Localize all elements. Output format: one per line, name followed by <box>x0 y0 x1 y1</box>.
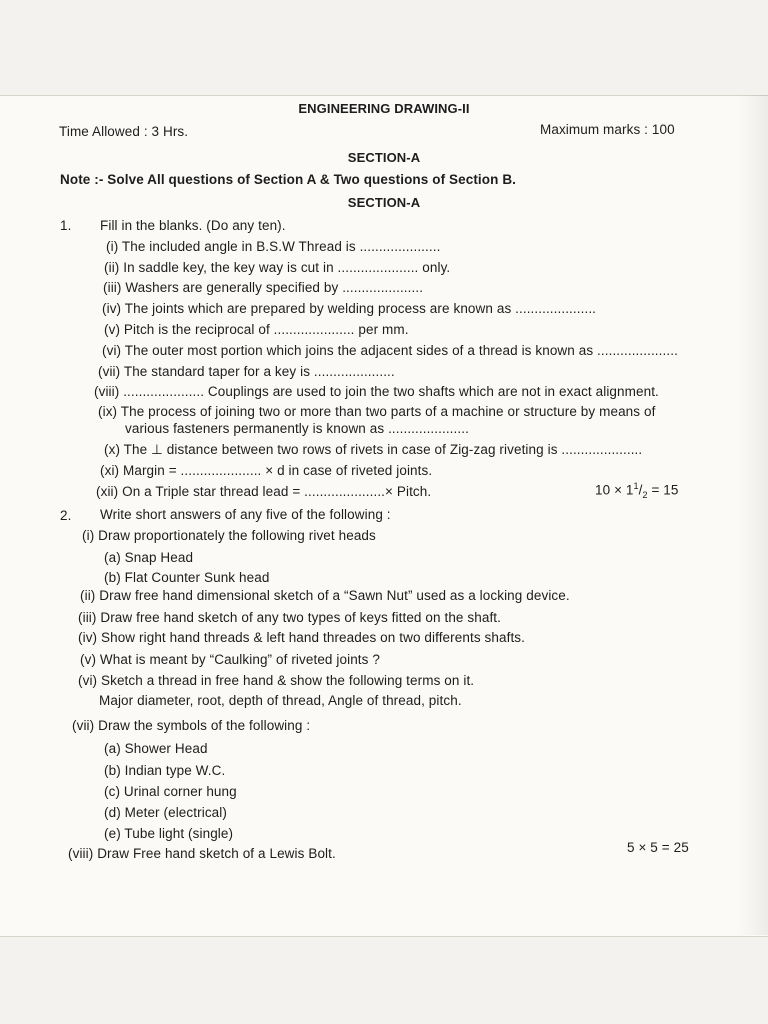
q1-item-x: (x) The ⊥ distance between two rows of rivets in case of Zig-zag riveting is ..................... <box>104 442 643 457</box>
q2-item-vii-e: (e) Tube light (single) <box>104 826 234 841</box>
time-allowed: Time Allowed : 3 Hrs. <box>59 124 189 139</box>
q1-item-iv: (iv) The joints which are prepared by welding process are known as ..................... <box>102 301 597 316</box>
question-2-marks: 5 × 5 = 25 <box>627 840 689 855</box>
q1-item-xi: (xi) Margin = ..................... × d in case of riveted joints. <box>100 463 433 478</box>
q1-item-viii: (viii) ..................... Couplings are used to join the two shafts which are not in exact alignment. <box>94 384 659 399</box>
q2-item-i: (i) Draw proportionately the following rivet heads <box>82 528 376 543</box>
q1-item-ix-continued: various fasteners permanently is known as ..................... <box>125 421 469 436</box>
q1-item-i: (i) The included angle in B.S.W Thread is ..................... <box>106 239 441 254</box>
q2-item-v: (v) What is meant by “Caulking” of riveted joints ? <box>80 652 380 667</box>
maximum-marks: Maximum marks : 100 <box>540 122 675 137</box>
q1-item-vii: (vii) The standard taper for a key is ..................... <box>98 364 395 379</box>
question-2-number: 2. <box>60 508 72 523</box>
question-1-marks: $10 \times 1^1/_2 = 15$ <box>595 481 679 501</box>
q2-item-i-a: (a) Snap Head <box>104 550 194 565</box>
instruction-note: Note :- Solve All questions of Section A & Two questions of Section B. <box>60 172 517 187</box>
q1-item-v: (v) Pitch is the reciprocal of ..................... per mm. <box>104 322 409 337</box>
q2-item-viii: (viii) Draw Free hand sketch of a Lewis Bolt. <box>68 846 336 861</box>
q2-item-vii-c: (c) Urinal corner hung <box>104 784 237 799</box>
section-heading-2: SECTION-A <box>347 195 421 210</box>
q2-item-vii-a: (a) Shower Head <box>104 741 208 756</box>
q1-item-iii: (iii) Washers are generally specified by ..................... <box>103 280 424 295</box>
q2-item-vi: (vi) Sketch a thread in free hand & show the following terms on it. <box>78 673 475 688</box>
q1-item-ii: (ii) In saddle key, the key way is cut in ..................... only. <box>104 260 451 275</box>
q2-item-i-b: (b) Flat Counter Sunk head <box>104 570 270 585</box>
q1-item-ix: (ix) The process of joining two or more than two parts of a machine or structure by means of <box>98 404 656 419</box>
question-1-number: 1. <box>60 218 72 233</box>
paper-title: ENGINEERING DRAWING-II <box>298 101 470 116</box>
page-edge-shadow <box>738 95 768 935</box>
q2-item-vii-b: (b) Indian type W.C. <box>104 763 226 778</box>
q2-item-vii: (vii) Draw the symbols of the following : <box>72 718 311 733</box>
q2-item-vi-terms: Major diameter, root, depth of thread, Angle of thread, pitch. <box>99 693 462 708</box>
q2-item-iii: (iii) Draw free hand sketch of any two types of keys fitted on the shaft. <box>78 610 501 625</box>
question-2-text: Write short answers of any five of the following : <box>100 507 391 522</box>
q2-item-ii: (ii) Draw free hand dimensional sketch of a “Sawn Nut” used as a locking device. <box>80 588 570 603</box>
q1-item-vi: (vi) The outer most portion which joins the adjacent sides of a thread is known as ..................... <box>102 343 678 358</box>
q2-item-vii-d: (d) Meter (electrical) <box>104 805 227 820</box>
question-1-text: Fill in the blanks. (Do any ten). <box>100 218 286 233</box>
q2-item-iv: (iv) Show right hand threads & left hand threades on two differents shafts. <box>78 630 526 645</box>
q1-item-xii: (xii) On a Triple star thread lead = .....................× Pitch. <box>96 484 432 499</box>
section-heading-1: SECTION-A <box>347 150 421 165</box>
